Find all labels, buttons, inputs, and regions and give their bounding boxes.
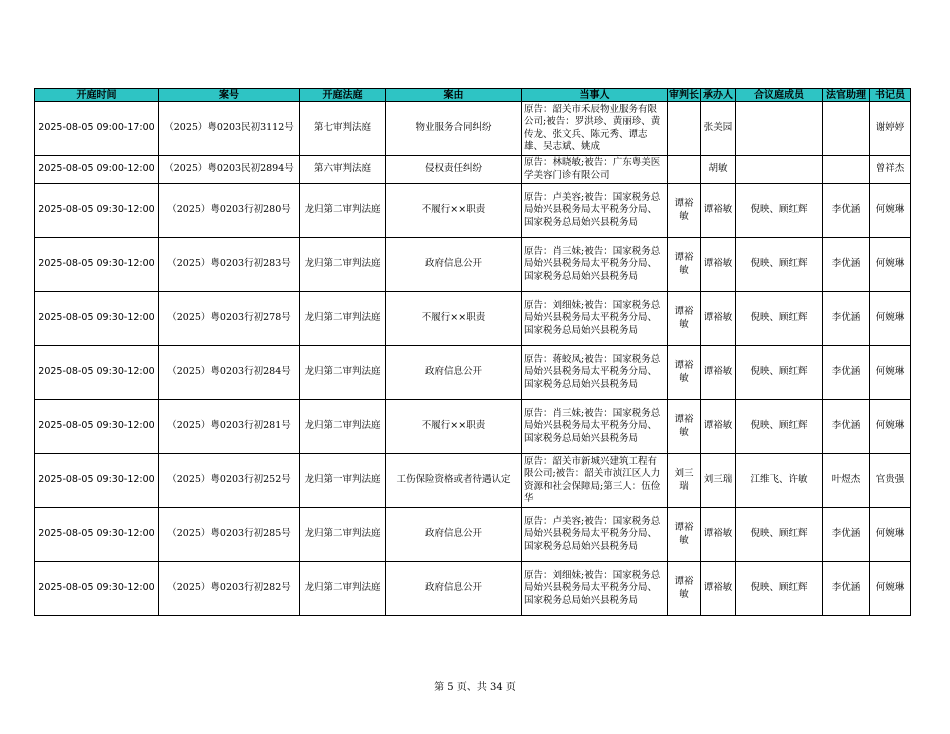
header-clerk: 书记员 <box>870 89 911 102</box>
cell-panel: 江维飞、许敏 <box>736 454 823 508</box>
header-handler: 承办人 <box>701 89 736 102</box>
cell-courtroom: 龙归第二审判法庭 <box>300 184 386 238</box>
header-judge-assistant: 法官助理 <box>823 89 870 102</box>
table-row <box>35 238 911 292</box>
cell-cause: 政府信息公开 <box>386 508 522 562</box>
cell-parties: 原告：肖三妹;被告：国家税务总局始兴县税务局太平税务分局、国家税务总局始兴县税务局 <box>522 238 668 292</box>
cell-parties: 原告：卢美容;被告：国家税务总局始兴县税务局太平税务分局、国家税务总局始兴县税务局 <box>522 508 668 562</box>
cell-panel: 倪映、顾红辉 <box>736 346 823 400</box>
cell-clerk: 何婉琳 <box>870 562 911 616</box>
cell-panel <box>736 156 823 184</box>
cell-assistant <box>823 156 870 184</box>
cell-handler: 谭裕敏 <box>701 562 736 616</box>
cell-time: 2025-08-05 09:30-12:00 <box>35 400 159 454</box>
cell-presiding-judge: 谭裕敏 <box>668 292 701 346</box>
cell-clerk: 官贵强 <box>870 454 911 508</box>
cell-handler: 谭裕敏 <box>701 508 736 562</box>
header-case-number: 案号 <box>159 89 300 102</box>
cell-presiding-judge: 谭裕敏 <box>668 508 701 562</box>
cell-case-number: （2025）粤0203民初2894号 <box>159 156 300 184</box>
cell-courtroom: 第七审判法庭 <box>300 102 386 156</box>
cell-cause: 政府信息公开 <box>386 346 522 400</box>
table-row <box>35 346 911 400</box>
cell-panel: 倪映、顾红辉 <box>736 292 823 346</box>
cell-assistant <box>823 102 870 156</box>
cell-case-number: （2025）粤0203民初3112号 <box>159 102 300 156</box>
cell-parties: 原告：肖三妹;被告：国家税务总局始兴县税务局太平税务分局、国家税务总局始兴县税务局 <box>522 400 668 454</box>
cell-courtroom: 龙归第二审判法庭 <box>300 508 386 562</box>
header-panel-members: 合议庭成员 <box>736 89 823 102</box>
cell-assistant: 李优涵 <box>823 400 870 454</box>
cell-panel: 倪映、顾红辉 <box>736 400 823 454</box>
cell-courtroom: 龙归第二审判法庭 <box>300 292 386 346</box>
table-row <box>35 454 911 508</box>
cell-handler: 胡敏 <box>701 156 736 184</box>
table-row <box>35 156 911 184</box>
cell-time: 2025-08-05 09:30-12:00 <box>35 508 159 562</box>
cell-handler: 谭裕敏 <box>701 184 736 238</box>
table-row <box>35 184 911 238</box>
cell-handler: 谭裕敏 <box>701 346 736 400</box>
cell-case-number: （2025）粤0203行初282号 <box>159 562 300 616</box>
header-parties: 当事人 <box>522 89 668 102</box>
cell-clerk: 何婉琳 <box>870 346 911 400</box>
cell-case-number: （2025）粤0203行初285号 <box>159 508 300 562</box>
header-courtroom: 开庭法庭 <box>300 89 386 102</box>
cell-clerk: 何婉琳 <box>870 292 911 346</box>
cell-assistant: 李优涵 <box>823 184 870 238</box>
cell-cause: 不履行××职责 <box>386 292 522 346</box>
cell-cause: 物业服务合同纠纷 <box>386 102 522 156</box>
cell-handler: 张美园 <box>701 102 736 156</box>
cell-courtroom: 龙归第二审判法庭 <box>300 562 386 616</box>
cell-assistant: 李优涵 <box>823 292 870 346</box>
cell-presiding-judge: 谭裕敏 <box>668 346 701 400</box>
cell-presiding-judge: 谭裕敏 <box>668 400 701 454</box>
cell-case-number: （2025）粤0203行初280号 <box>159 184 300 238</box>
cell-cause: 政府信息公开 <box>386 562 522 616</box>
cell-case-number: （2025）粤0203行初283号 <box>159 238 300 292</box>
cell-cause: 工伤保险资格或者待遇认定 <box>386 454 522 508</box>
table-row <box>35 102 911 156</box>
cell-presiding-judge: 谭裕敏 <box>668 184 701 238</box>
cell-clerk: 何婉琳 <box>870 400 911 454</box>
cell-clerk: 何婉琳 <box>870 238 911 292</box>
cell-parties: 原告：卢美容;被告：国家税务总局始兴县税务局太平税务分局、国家税务总局始兴县税务局 <box>522 184 668 238</box>
cell-courtroom: 龙归第二审判法庭 <box>300 346 386 400</box>
cell-cause: 不履行××职责 <box>386 400 522 454</box>
cell-panel: 倪映、顾红辉 <box>736 508 823 562</box>
cell-cause: 政府信息公开 <box>386 238 522 292</box>
table-row <box>35 562 911 616</box>
cell-time: 2025-08-05 09:30-12:00 <box>35 238 159 292</box>
cell-parties: 原告：林晓敏;被告：广东粤美医学美容门诊有限公司 <box>522 156 668 184</box>
cell-assistant: 李优涵 <box>823 238 870 292</box>
cell-time: 2025-08-05 09:30-12:00 <box>35 346 159 400</box>
cell-courtroom: 龙归第二审判法庭 <box>300 238 386 292</box>
cell-parties: 原告：刘细妹;被告：国家税务总局始兴县税务局太平税务分局、国家税务总局始兴县税务局 <box>522 292 668 346</box>
cell-panel: 倪映、顾红辉 <box>736 184 823 238</box>
page-number-footer: 第 5 页、共 34 页 <box>434 682 516 693</box>
cell-courtroom: 龙归第一审判法庭 <box>300 454 386 508</box>
cell-case-number: （2025）粤0203行初252号 <box>159 454 300 508</box>
cell-panel: 倪映、顾红辉 <box>736 562 823 616</box>
cell-presiding-judge: 谭裕敏 <box>668 562 701 616</box>
cell-time: 2025-08-05 09:00-12:00 <box>35 156 159 184</box>
hearing-schedule-table <box>34 88 911 616</box>
cell-parties: 原告：韶关市新城兴建筑工程有限公司;被告：韶关市浈江区人力资源和社会保障局;第三人：伍俭华 <box>522 454 668 508</box>
cell-time: 2025-08-05 09:30-12:00 <box>35 454 159 508</box>
cell-presiding-judge <box>668 102 701 156</box>
cell-assistant: 李优涵 <box>823 508 870 562</box>
cell-panel <box>736 102 823 156</box>
header-hearing-time: 开庭时间 <box>35 89 159 102</box>
cell-case-number: （2025）粤0203行初278号 <box>159 292 300 346</box>
cell-courtroom: 第六审判法庭 <box>300 156 386 184</box>
cell-clerk: 谢婷婷 <box>870 102 911 156</box>
header-cause: 案由 <box>386 89 522 102</box>
cell-panel: 倪映、顾红辉 <box>736 238 823 292</box>
cell-presiding-judge <box>668 156 701 184</box>
cell-time: 2025-08-05 09:30-12:00 <box>35 562 159 616</box>
cell-time: 2025-08-05 09:00-17:00 <box>35 102 159 156</box>
cell-case-number: （2025）粤0203行初284号 <box>159 346 300 400</box>
cell-presiding-judge: 刘三瑞 <box>668 454 701 508</box>
cell-parties: 原告：韶关市禾辰物业服务有限公司;被告：罗洪珍、黄丽珍、黄传龙、张文兵、陈元秀、谭志雄、吴志斌、姚成 <box>522 102 668 156</box>
cell-time: 2025-08-05 09:30-12:00 <box>35 292 159 346</box>
table-row <box>35 292 911 346</box>
cell-clerk: 何婉琳 <box>870 508 911 562</box>
cell-handler: 刘三瑞 <box>701 454 736 508</box>
cell-cause: 不履行××职责 <box>386 184 522 238</box>
cell-parties: 原告：刘细妹;被告：国家税务总局始兴县税务局太平税务分局、国家税务总局始兴县税务局 <box>522 562 668 616</box>
cell-cause: 侵权责任纠纷 <box>386 156 522 184</box>
cell-parties: 原告：蒋蛟凤;被告：国家税务总局始兴县税务局太平税务分局、国家税务总局始兴县税务局 <box>522 346 668 400</box>
cell-handler: 谭裕敏 <box>701 400 736 454</box>
header-presiding-judge: 审判长 <box>669 89 699 101</box>
table-header-row <box>35 89 911 102</box>
cell-clerk: 何婉琳 <box>870 184 911 238</box>
cell-courtroom: 龙归第二审判法庭 <box>300 400 386 454</box>
cell-handler: 谭裕敏 <box>701 238 736 292</box>
cell-case-number: （2025）粤0203行初281号 <box>159 400 300 454</box>
cell-time: 2025-08-05 09:30-12:00 <box>35 184 159 238</box>
table-row <box>35 400 911 454</box>
cell-assistant: 叶煜杰 <box>823 454 870 508</box>
cell-handler: 谭裕敏 <box>701 292 736 346</box>
table-row <box>35 508 911 562</box>
cell-assistant: 李优涵 <box>823 562 870 616</box>
cell-presiding-judge: 谭裕敏 <box>668 238 701 292</box>
cell-assistant: 李优涵 <box>823 346 870 400</box>
cell-clerk: 曾祥杰 <box>870 156 911 184</box>
